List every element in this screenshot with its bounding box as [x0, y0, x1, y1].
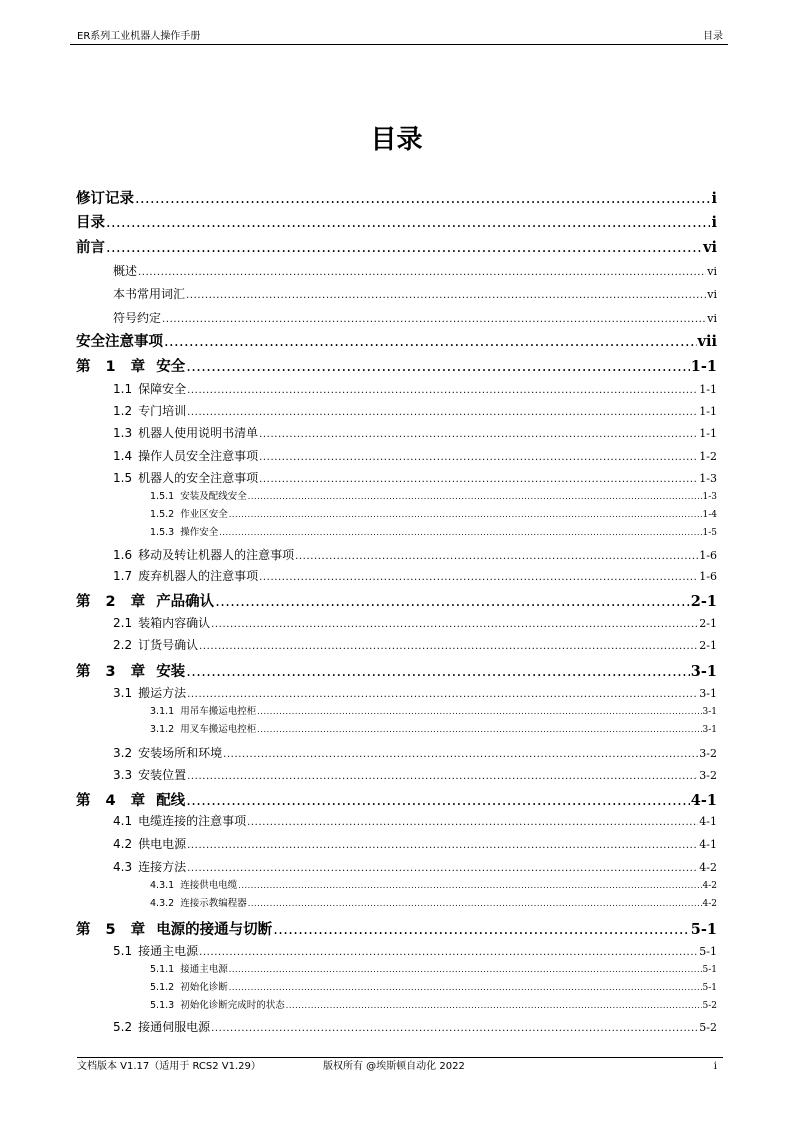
- toc-subsection-entry[interactable]: [150, 981, 717, 994]
- toc-section-entry[interactable]: [113, 615, 717, 631]
- toc-dot-leader: [219, 526, 701, 539]
- toc-entry-title: [113, 381, 186, 397]
- toc-entry-number: 1.1: [113, 382, 133, 396]
- toc-entry-title: [113, 1019, 210, 1035]
- toc-dot-leader: [229, 981, 702, 994]
- toc-section-entry[interactable]: [113, 859, 717, 875]
- footer-copyright: 版权所有 @埃斯顿自动化 2022: [323, 1061, 465, 1072]
- toc-entry-text: 连接供电电缆: [180, 880, 238, 891]
- toc-section-entry[interactable]: [113, 310, 717, 326]
- toc-page-number: 3-1: [699, 687, 717, 700]
- toc-entry-title: [113, 943, 198, 959]
- toc-dot-leader: [106, 213, 710, 233]
- toc-entry-text: 初始化诊断完成时的状态: [180, 1000, 285, 1011]
- toc-dot-leader: [187, 838, 698, 854]
- toc-section-entry[interactable]: [113, 263, 717, 279]
- toc-entry-title: [113, 425, 258, 441]
- toc-entry-text: 移动及转让机器人的注意事项: [138, 548, 295, 562]
- toc-entry-title: [150, 879, 237, 892]
- toc-entry-text: 连接方法: [138, 860, 187, 874]
- toc-entry-number: 5.2: [113, 1020, 133, 1034]
- toc-entry-title: [113, 745, 222, 761]
- toc-entry-text: 安装及配线安全: [180, 491, 247, 502]
- toc-entry-title: [113, 859, 186, 875]
- toc-entry-title: [113, 547, 294, 563]
- toc-page-number: 1-5: [702, 528, 717, 538]
- toc-dot-leader: [187, 769, 698, 785]
- toc-section-entry[interactable]: [113, 1019, 717, 1035]
- toc-entry-text: 接通主电源: [138, 944, 199, 958]
- toc-subsection-entry[interactable]: [150, 999, 717, 1012]
- toc-entry-number: 第 1 章: [76, 359, 151, 375]
- toc-entry-text: 安装场所和环境: [138, 746, 223, 760]
- toc-entry-text: 产品确认: [156, 594, 215, 610]
- toc-page-number: 1-1: [699, 383, 717, 396]
- toc-dot-leader: [186, 357, 690, 377]
- toc-page-number: 5-1: [699, 945, 717, 958]
- toc-entry-text: 电源的接通与切断: [156, 922, 273, 938]
- toc-page-number: 2-1: [690, 593, 717, 610]
- toc-dot-leader: [187, 687, 698, 703]
- toc-page-number: 1-3: [702, 492, 717, 502]
- toc-dot-leader: [162, 312, 706, 328]
- toc-dot-leader: [164, 332, 697, 352]
- footer-version: 文档版本 V1.17（适用于 RCS2 V1.29）: [77, 1061, 261, 1072]
- toc-dot-leader: [211, 1021, 698, 1037]
- toc-page-number: 5-2: [699, 1021, 717, 1034]
- toc-page-number: 3-1: [690, 663, 717, 680]
- toc-page-number: 1-2: [699, 450, 717, 463]
- toc-entry-title: [113, 767, 186, 783]
- footer-divider: [77, 1057, 723, 1058]
- toc-chapter-entry[interactable]: [76, 238, 717, 258]
- toc-entry-title: [113, 286, 185, 302]
- toc-entry-text: 废弃机器人的注意事项: [138, 569, 259, 583]
- toc-entry-title: [113, 263, 137, 279]
- toc-entry-number: 第 3 章: [76, 664, 151, 680]
- toc-dot-leader: [248, 490, 702, 503]
- toc-dot-leader: [199, 639, 698, 655]
- toc-entry-text: 机器人的安全注意事项: [138, 471, 259, 485]
- toc-dot-leader: [273, 920, 690, 940]
- toc-entry-number: 1.5.2: [150, 509, 175, 520]
- toc-entry-text: 配线: [156, 793, 186, 809]
- toc-subsection-entry[interactable]: [150, 723, 717, 736]
- toc-dot-leader: [187, 861, 698, 877]
- toc-entry-title: [113, 637, 198, 653]
- toc-chapter-entry[interactable]: [76, 357, 717, 377]
- toc-page-number: 3-1: [702, 725, 717, 735]
- toc-subsection-entry[interactable]: [150, 897, 717, 910]
- toc-chapter-entry[interactable]: [76, 592, 717, 612]
- toc-chapter-entry[interactable]: [76, 332, 717, 352]
- toc-subsection-entry[interactable]: [150, 526, 717, 539]
- toc-entry-text: 作业区安全: [180, 509, 228, 520]
- toc-entry-title: [113, 685, 186, 701]
- toc-entry-title: [76, 662, 185, 682]
- toc-entry-number: 4.3.2: [150, 898, 175, 909]
- toc-entry-number: 3.2: [113, 746, 133, 760]
- toc-subsection-entry[interactable]: [150, 508, 717, 521]
- toc-entry-number: 5.1.2: [150, 982, 175, 993]
- toc-section-entry[interactable]: [113, 286, 717, 302]
- toc-entry-title: [76, 332, 163, 352]
- toc-entry-title: [150, 508, 228, 521]
- toc-dot-leader: [215, 592, 690, 612]
- toc-entry-text: 装箱内容确认: [138, 616, 211, 630]
- toc-page-number: vi: [703, 239, 717, 256]
- toc-entry-text: 修订记录: [76, 191, 134, 207]
- toc-entry-text: 符号约定: [113, 311, 162, 325]
- toc-dot-leader: [286, 999, 702, 1012]
- toc-section-entry[interactable]: [113, 425, 717, 441]
- toc-entry-text: 安全注意事项: [76, 334, 163, 350]
- toc-entry-text: 专门培训: [138, 404, 187, 418]
- toc-entry-text: 用吊车搬运电控柜: [180, 706, 257, 717]
- toc-entry-title: [150, 963, 228, 976]
- toc-entry-title: [150, 897, 247, 910]
- toc-entry-text: 电缆连接的注意事项: [138, 814, 247, 828]
- toc-dot-leader: [138, 265, 706, 281]
- toc-section-entry[interactable]: [113, 836, 717, 852]
- toc-entry-title: [113, 615, 210, 631]
- toc-dot-leader: [187, 405, 698, 421]
- toc-dot-leader: [106, 238, 702, 258]
- toc-dot-leader: [257, 705, 701, 718]
- toc-page-number: 2-1: [699, 639, 717, 652]
- toc-entry-number: 4.1: [113, 814, 133, 828]
- toc-page-number: 4-2: [702, 881, 717, 891]
- toc-page-number: 4-2: [702, 899, 717, 909]
- toc-dot-leader: [229, 963, 702, 976]
- toc-dot-leader: [238, 879, 701, 892]
- toc-entry-text: 机器人使用说明书清单: [138, 426, 259, 440]
- toc-entry-title: [76, 920, 272, 940]
- toc-dot-leader: [186, 791, 690, 811]
- toc-dot-leader: [186, 662, 690, 682]
- toc-entry-number: 3.1: [113, 686, 133, 700]
- toc-subsection-entry[interactable]: [150, 879, 717, 892]
- toc-chapter-entry[interactable]: [76, 920, 717, 940]
- toc-dot-leader: [295, 549, 698, 565]
- toc-entry-title: [150, 999, 285, 1012]
- toc-page-number: 1-1: [699, 405, 717, 418]
- toc-entry-title: [150, 705, 256, 718]
- header-divider: [70, 44, 728, 45]
- toc-chapter-entry[interactable]: [76, 213, 717, 233]
- toc-entry-number: 1.4: [113, 449, 133, 463]
- toc-dot-leader: [223, 747, 698, 763]
- toc-dot-leader: [259, 450, 698, 466]
- toc-page-number: 1-1: [690, 358, 717, 375]
- toc-entry-number: 1.7: [113, 569, 133, 583]
- toc-dot-leader: [248, 897, 702, 910]
- toc-entry-text: 初始化诊断: [180, 982, 228, 993]
- toc-section-entry[interactable]: [113, 470, 717, 486]
- toc-section-entry[interactable]: [113, 943, 717, 959]
- toc-section-entry[interactable]: [113, 637, 717, 653]
- toc-section-entry[interactable]: [113, 685, 717, 701]
- toc-entry-title: [113, 813, 246, 829]
- toc-entry-number: 4.2: [113, 837, 133, 851]
- toc-entry-title: [150, 526, 218, 539]
- toc-dot-leader: [211, 617, 698, 633]
- toc-entry-text: 安装位置: [138, 768, 187, 782]
- toc-section-entry[interactable]: [113, 568, 717, 584]
- toc-entry-number: 5.1.1: [150, 964, 175, 975]
- toc-section-entry[interactable]: [113, 381, 717, 397]
- toc-entry-title: [76, 592, 214, 612]
- toc-entry-title: [150, 490, 247, 503]
- toc-page-number: vi: [707, 265, 717, 278]
- toc-entry-title: [113, 448, 258, 464]
- toc-entry-number: 4.3.1: [150, 880, 175, 891]
- toc-dot-leader: [259, 570, 698, 586]
- toc-entry-number: 第 5 章: [76, 922, 151, 938]
- toc-entry-number: 第 2 章: [76, 594, 151, 610]
- toc-page-number: 4-2: [699, 861, 717, 874]
- toc-entry-number: 1.5.3: [150, 527, 175, 538]
- toc-entry-text: 概述: [113, 264, 138, 278]
- header-doc-title: ER系列工业机器人操作手册: [77, 31, 201, 42]
- toc-dot-leader: [135, 189, 710, 209]
- toc-entry-title: [113, 568, 258, 584]
- toc-entry-number: 1.5.1: [150, 491, 175, 502]
- toc-section-entry[interactable]: [113, 745, 717, 761]
- toc-page-number: 2-1: [699, 617, 717, 630]
- toc-page-number: i: [711, 214, 717, 231]
- toc-entry-text: 安全: [156, 359, 186, 375]
- toc-chapter-entry[interactable]: [76, 189, 717, 209]
- toc-entry-text: 用叉车搬运电控柜: [180, 724, 257, 735]
- toc-entry-number: 1.3: [113, 426, 133, 440]
- toc-dot-leader: [187, 383, 698, 399]
- toc-chapter-entry[interactable]: [76, 662, 717, 682]
- toc-page-number: 1-6: [699, 549, 717, 562]
- toc-entry-text: 接通主电源: [180, 964, 228, 975]
- toc-page-number: 3-2: [699, 747, 717, 760]
- toc-section-entry[interactable]: [113, 813, 717, 829]
- toc-entry-text: 保障安全: [138, 382, 187, 396]
- toc-entry-text: 安装: [156, 664, 186, 680]
- toc-page-number: 4-1: [690, 792, 717, 809]
- toc-entry-text: 前言: [76, 240, 105, 256]
- toc-page-number: 4-1: [699, 815, 717, 828]
- toc-dot-leader: [199, 945, 698, 961]
- toc-page-number: 1-4: [702, 510, 717, 520]
- toc-entry-number: 2.1: [113, 616, 133, 630]
- toc-entry-number: 1.2: [113, 404, 133, 418]
- toc-dot-leader: [259, 427, 698, 443]
- toc-chapter-entry[interactable]: [76, 791, 717, 811]
- toc-entry-number: 1.5: [113, 471, 133, 485]
- toc-dot-leader: [247, 815, 698, 831]
- toc-page-number: 4-1: [699, 838, 717, 851]
- toc-dot-leader: [259, 472, 698, 488]
- toc-entry-title: [113, 403, 186, 419]
- toc-entry-number: 4.3: [113, 860, 133, 874]
- toc-entry-text: 本书常用词汇: [113, 287, 186, 301]
- toc-entry-text: 接通伺服电源: [138, 1020, 211, 1034]
- toc-page-number: 1-3: [699, 472, 717, 485]
- header-section: 目录: [703, 31, 723, 42]
- toc-entry-title: [76, 189, 134, 209]
- toc-subsection-entry[interactable]: [150, 705, 717, 718]
- toc-section-entry[interactable]: [113, 448, 717, 464]
- toc-entry-text: 搬运方法: [138, 686, 187, 700]
- toc-entry-number: 5.1: [113, 944, 133, 958]
- toc-section-entry[interactable]: [113, 767, 717, 783]
- toc-page-number: 3-1: [702, 707, 717, 717]
- toc-entry-number: 2.2: [113, 638, 133, 652]
- toc-subsection-entry[interactable]: [150, 490, 717, 503]
- toc-entry-text: 连接示教编程器: [180, 898, 247, 909]
- toc-entry-title: [76, 357, 185, 377]
- toc-page-number: vi: [707, 312, 717, 325]
- toc-dot-leader: [186, 288, 706, 304]
- toc-entry-title: [113, 310, 161, 326]
- toc-dot-leader: [257, 723, 701, 736]
- footer-page-number: i: [713, 1061, 717, 1072]
- toc-entry-text: 操作安全: [180, 527, 219, 538]
- toc-entry-title: [76, 238, 105, 258]
- toc-page-number: 1-6: [699, 570, 717, 583]
- toc-entry-text: 供电电源: [138, 837, 187, 851]
- toc-subsection-entry[interactable]: [150, 963, 717, 976]
- toc-entry-number: 3.1.2: [150, 724, 175, 735]
- toc-entry-title: [113, 836, 186, 852]
- toc-entry-title: [76, 791, 185, 811]
- toc-entry-number: 第 4 章: [76, 793, 151, 809]
- toc-dot-leader: [229, 508, 702, 521]
- toc-entry-text: 目录: [76, 215, 105, 231]
- toc-page-number: vii: [697, 333, 717, 350]
- toc-entry-title: [150, 723, 256, 736]
- toc-page-number: 5-1: [690, 921, 717, 938]
- toc-entry-title: [150, 981, 228, 994]
- toc-entry-text: 订货号确认: [138, 638, 199, 652]
- toc-entry-number: 1.6: [113, 548, 133, 562]
- toc-entry-title: [76, 213, 105, 233]
- toc-section-entry[interactable]: [113, 403, 717, 419]
- toc-page-number: 1-1: [699, 427, 717, 440]
- toc-page-number: 5-1: [702, 965, 717, 975]
- toc-page-number: i: [711, 190, 717, 207]
- toc-entry-text: 操作人员安全注意事项: [138, 449, 259, 463]
- toc-entry-number: 3.3: [113, 768, 133, 782]
- toc-page-number: 3-2: [699, 769, 717, 782]
- toc-entry-number: 3.1.1: [150, 706, 175, 717]
- toc-page-number: vi: [707, 288, 717, 301]
- toc-section-entry[interactable]: [113, 547, 717, 563]
- toc-page-number: 5-2: [702, 1001, 717, 1011]
- toc-entry-title: [113, 470, 258, 486]
- toc-entry-number: 5.1.3: [150, 1000, 175, 1011]
- page-title: 目录: [370, 125, 423, 155]
- toc-page-number: 5-1: [702, 983, 717, 993]
